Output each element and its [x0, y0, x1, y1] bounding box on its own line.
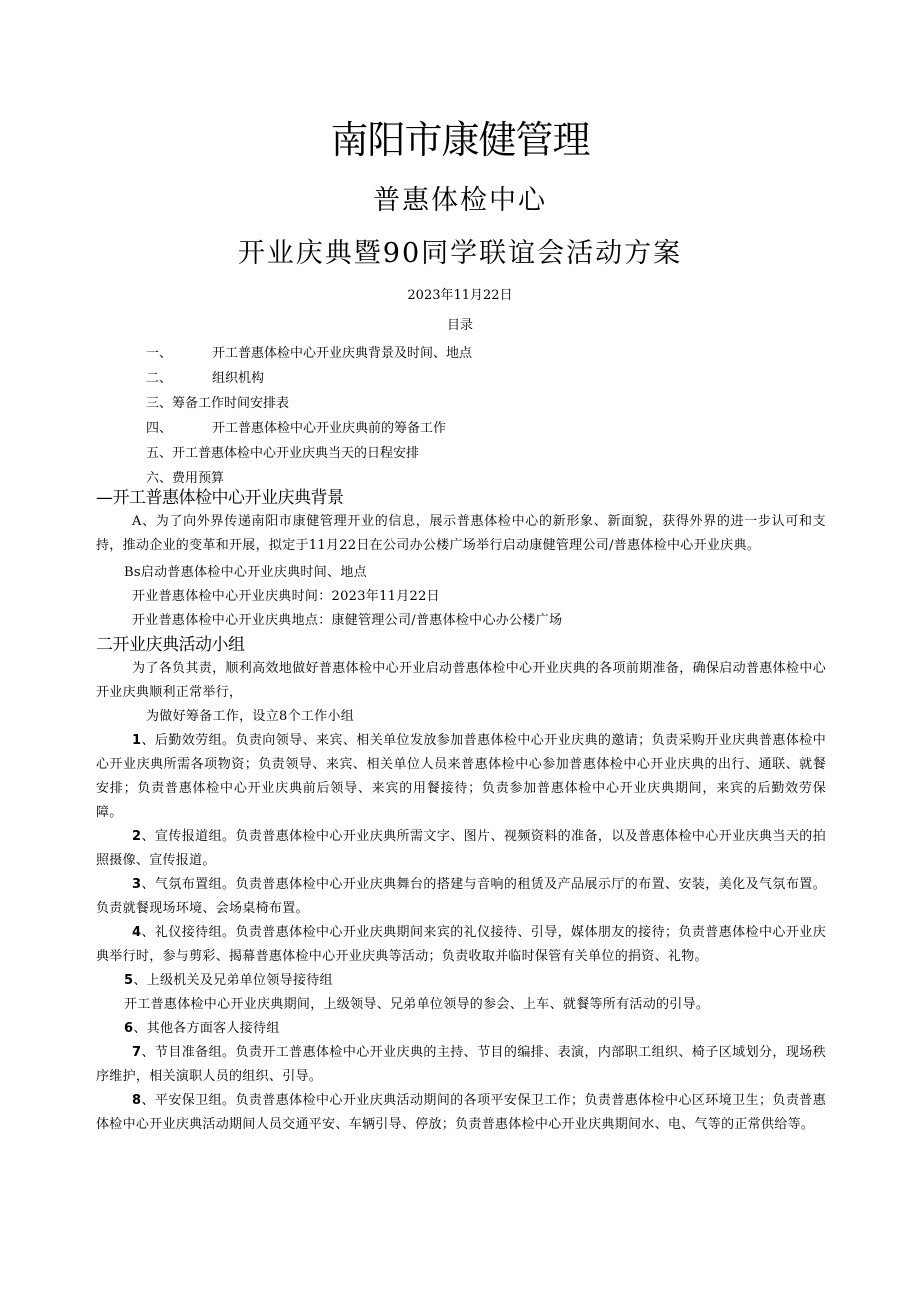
paragraph-event-place: 开业普惠体检中心开业庆典地点：康健管理公司/普惠体检中心办公楼广场 — [132, 613, 563, 628]
work-group-number: 5 — [124, 973, 134, 988]
work-group-text: 、其他各方面客人接待组 — [133, 1021, 280, 1036]
work-group-item — [96, 921, 826, 969]
work-group-item — [96, 825, 826, 873]
toc-item-label: 开工普惠体检中心开业庆典前的筹备工作 — [212, 421, 447, 436]
work-group-item — [96, 1041, 826, 1089]
document-subtitle-center: 普惠体检中心 — [373, 185, 547, 216]
work-group-item — [96, 1089, 826, 1137]
document-title: 南阳市康健管理 — [330, 118, 590, 162]
toc-item-label: 开工普惠体检中心开业庆典当天的日程安排 — [172, 446, 420, 461]
toc-item-number: 五、 — [146, 446, 173, 461]
work-group-text: 、上级机关及兄弟单位领导接待组 — [133, 973, 333, 988]
paragraph-groups-intro: 为了各负其责，顺利高效地做好普惠体检中心开业启动普惠体检中心开业庆典的各项前期准备，确保启动普惠体检中心开业庆典顺利正常举行， — [96, 661, 826, 700]
toc-item — [146, 391, 786, 416]
toc-item-number: 六、 — [146, 471, 173, 486]
toc-item-number: 二、 — [146, 371, 173, 386]
paragraph-event-time: 开业普惠体检中心开业庆典时间：2023年11月22日 — [132, 589, 440, 604]
work-group-number: 2 — [132, 829, 142, 844]
toc-title: 目录 — [446, 318, 473, 333]
paragraph-groups-setup: 为做好筹备工作，设立8个工作小组 — [146, 709, 355, 724]
paragraph-background-b: Bs启动普惠体检中心开业庆典时间、地点 — [124, 565, 367, 580]
toc-item — [146, 341, 786, 366]
work-group-text: 、节目准备组。负责开工普惠体检中心开业庆典的主持、节目的编排、表演，内部职工组织、椅子区域划分，现场秩序维护，相关演职人员的组织、引导。 — [96, 1045, 826, 1084]
work-group-text: 、气氛布置组。负责普惠体检中心开业庆典舞台的搭建与音响的租赁及产品展示厅的布置、安装，美化及气氛布置。负责就餐现场环境、会场桌椅布置。 — [96, 877, 826, 916]
work-group-text: 开工普惠体检中心开业庆典期间，上级领导、兄弟单位领导的参会、上车、就餐等所有活动的引导。 — [124, 997, 710, 1012]
document-date: 2023年11月22日 — [407, 288, 513, 303]
work-group-text: 、平安保卫组。负责普惠体检中心开业庆典活动期间的各项平安保卫工作；负责普惠体检中心区环境卫生；负责普惠体检中心开业庆典活动期间人员交通平安、车辆引导、停放；负责普惠体检中心开业庆典期间水、电、气等的正常供给等。 — [96, 1093, 826, 1132]
toc-item-number: 三、 — [146, 396, 173, 411]
toc-item-number: 四、 — [146, 421, 173, 436]
work-group-text: 、后勤效劳组。负责向领导、来宾、相关单位发放参加普惠体检中心开业庆典的邀请；负责采购开业庆典普惠体检中心开业庆典所需各项物资；负责领导、来宾、相关单位人员来普惠体检中心参加普惠体检中心开业庆典的出行、通联、就餐安排；负责普惠体检中心开业庆典前后领导、来宾的用餐接待；负责参加普惠体检中心开业庆典期间，来宾的后勤效劳保障。 — [96, 733, 826, 820]
paragraph-background-a: A、为了向外界传递南阳市康健管理开业的信息，展示普惠体检中心的新形象、新面貌，获得外界的进一步认可和支持，推动企业的变革和开展，拟定于11月22日在公司办公楼广场举行启动康健管理公司/普惠体检中心开业庆典。 — [96, 514, 826, 553]
work-group-number: 3 — [132, 877, 142, 892]
work-group-number: 1 — [132, 733, 142, 748]
work-group-number: 6 — [124, 1021, 134, 1036]
toc-item-label: 筹备工作时间安排表 — [172, 396, 290, 411]
table-of-contents — [146, 341, 786, 491]
toc-item — [146, 441, 786, 466]
work-group-number: 8 — [132, 1093, 142, 1108]
work-group-item — [96, 1017, 826, 1041]
work-group-item — [96, 969, 826, 993]
work-group-text: 、宣传报道组。负责普惠体检中心开业庆典所需文字、图片、视频资料的准备，以及普惠体检中心开业庆典当天的拍照摄像、宣传报道。 — [96, 829, 826, 868]
toc-item — [146, 366, 786, 391]
work-group-detail — [96, 993, 826, 1017]
section-heading-groups: 二开业庆典活动小组 — [96, 635, 245, 655]
work-group-item — [96, 729, 826, 825]
work-group-number: 7 — [132, 1045, 142, 1060]
document-subtitle-event: 开业庆典暨90同学联谊会活动方案 — [237, 238, 683, 269]
toc-item-label: 开工普惠体检中心开业庆典背景及时间、地点 — [212, 346, 473, 361]
document-body — [96, 486, 826, 1137]
toc-item-label: 组织机构 — [212, 371, 265, 386]
work-group-number: 4 — [132, 925, 142, 940]
toc-item-number: 一、 — [146, 346, 173, 361]
toc-item-label: 费用预算 — [172, 471, 225, 486]
work-group-item — [96, 873, 826, 921]
toc-item — [146, 416, 786, 441]
section-heading-background: —开工普惠体检中心开业庆典背景 — [96, 488, 344, 508]
work-group-text: 、礼仪接待组。负责普惠体检中心开业庆典期间来宾的礼仪接待、引导，媒体朋友的接待；负责普惠体检中心开业庆典举行时，参与剪彩、揭幕普惠体检中心开业庆典等活动；负责收取并临时保管有关单位的捐资、礼物。 — [96, 925, 826, 964]
